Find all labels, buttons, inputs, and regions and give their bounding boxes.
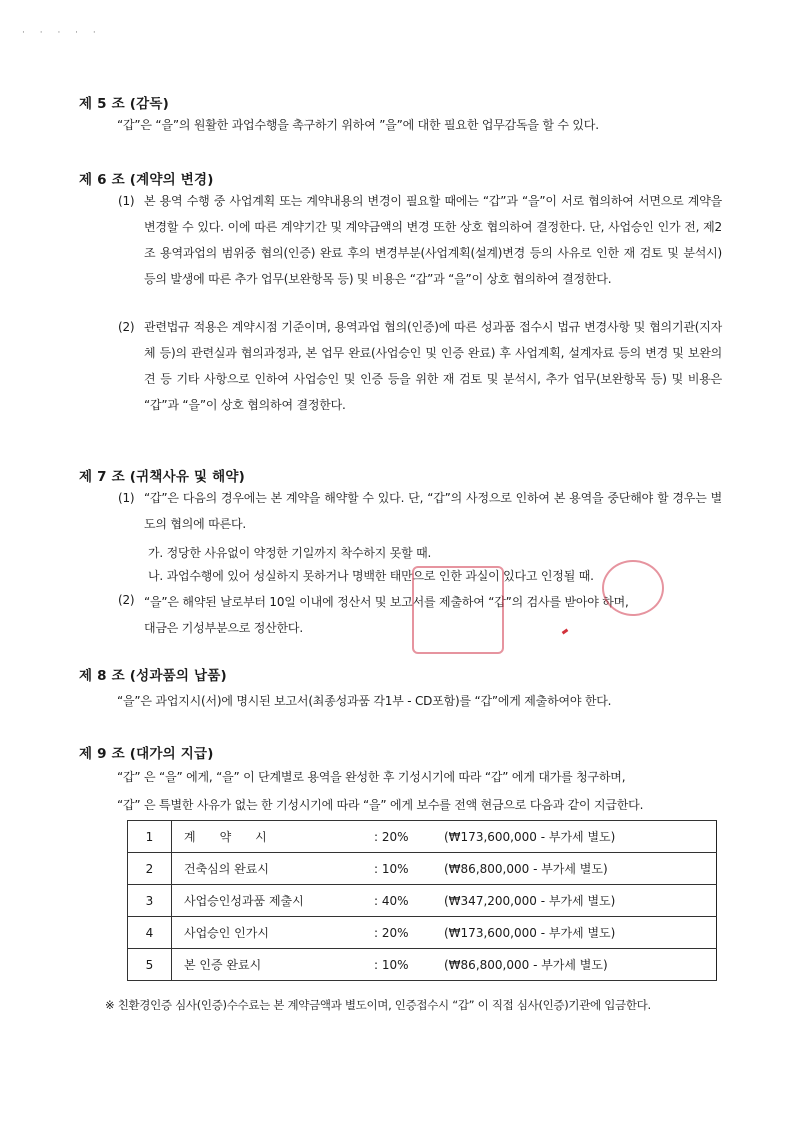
table-row	[128, 853, 717, 885]
payment-stage: 사업승인성과품 제출시	[184, 894, 304, 908]
payment-amount: (₩86,800,000 - 부가세 별도)	[444, 862, 608, 876]
seal-stamp	[412, 566, 504, 654]
table-row	[128, 949, 717, 981]
payment-percent: : 20%	[374, 926, 409, 940]
payment-stage: 건축심의 완료시	[184, 862, 269, 876]
item-text: “갑”은 다음의 경우에는 본 계약을 해약할 수 있다. 단, “갑”의 사정으로 인하여 본 용역을 중단해야 할 경우는 별도의 협의에 따른다.	[144, 491, 722, 531]
article-9-line-2: “갑” 은 특별한 사유가 없는 한 기성시기에 따라 “을” 에게 보수를 전액 현금으로 다음과 같이 지급한다.	[117, 798, 644, 812]
ink-mark	[562, 629, 569, 635]
footnote: ※ 친환경인증 심사(인증)수수료는 본 계약금액과 별도이며, 인증접수시 “갑” 이 직접 심사(인증)기관에 입금한다.	[105, 998, 651, 1012]
payment-schedule-table	[127, 820, 717, 981]
article-7-item-2-number: (2)	[118, 593, 135, 607]
row-number: 1	[128, 821, 172, 853]
table-row	[128, 917, 717, 949]
article-5-title: 제 5 조 (감독)	[79, 96, 169, 112]
payment-percent: : 10%	[374, 958, 409, 972]
payment-percent: : 20%	[374, 830, 409, 844]
payment-amount: (₩347,200,000 - 부가세 별도)	[444, 894, 616, 908]
payment-stage: 사업승인 인가시	[184, 926, 269, 940]
article-7-item-2-line-2: 대금은 기성부분으로 정산한다.	[144, 621, 303, 635]
article-7-sub-2: 나. 과업수행에 있어 성실하지 못하거나 명백한 태만으로 인한 과실이 있다고 인정될 때.	[148, 569, 594, 583]
article-7-title: 제 7 조 (귀책사유 및 해약)	[79, 469, 246, 485]
payment-stage: 본 인증 완료시	[184, 958, 262, 972]
row-number: 2	[128, 853, 172, 885]
article-6-title: 제 6 조 (계약의 변경)	[79, 172, 214, 188]
scan-specks: · · · · ·	[22, 28, 102, 38]
item-number: (2)	[118, 320, 135, 334]
article-7-item-2-line-1: “을”은 해약된 날로부터 10일 이내에 정산서 및 보고서를 제출하여 “갑”의 검사를 받아야 하며,	[144, 595, 629, 609]
row-number: 5	[128, 949, 172, 981]
article-5-body: “갑”은 “을”의 원활한 과업수행을 촉구하기 위하여 ”을”에 대한 필요한 업무감독을 할 수 있다.	[117, 118, 599, 132]
article-8-body: “을”은 과업지시(서)에 명시된 보고서(최종성과품 각1부 - CD포함)를 “갑”에게 제출하여야 한다.	[117, 694, 612, 708]
table-row	[128, 885, 717, 917]
payment-amount: (₩173,600,000 - 부가세 별도)	[444, 830, 616, 844]
article-9-line-1: “갑” 은 “을” 에게, “을” 이 단계별로 용역을 완성한 후 기성시기에 따라 “갑” 에게 대가를 청구하며,	[117, 770, 626, 784]
row-number: 4	[128, 917, 172, 949]
payment-amount: (₩86,800,000 - 부가세 별도)	[444, 958, 608, 972]
item-number: (1)	[118, 194, 135, 208]
payment-amount: (₩173,600,000 - 부가세 별도)	[444, 926, 616, 940]
round-seal-stamp	[602, 560, 664, 616]
payment-percent: : 10%	[374, 862, 409, 876]
payment-stage: 계 약 시	[184, 830, 267, 844]
item-text: 관련법규 적용은 계약시점 기준이며, 용역과업 협의(인증)에 따른 성과품 접수시 법규 변경사항 및 협의기관(지자체 등)의 관련실과 협의과정과, 본 업무 완료(사업승인 및 인증 완료) 후 사업계획, 설계자료 등의 변경 및 보완의견 등 기타 사항으로 인하여 사업승인 및 인증 등을 위한 재 검토 및 분석시, 추가 업무(보완항목 등) 및 비용은 “갑”과 “을”이 상호 협의하여 결정한다.	[144, 320, 722, 412]
payment-percent: : 40%	[374, 894, 409, 908]
article-7-sub-1: 가. 정당한 사유없이 약정한 기일까지 착수하지 못할 때.	[148, 546, 432, 560]
article-8-title: 제 8 조 (성과품의 납품)	[79, 668, 227, 684]
item-number: (1)	[118, 491, 135, 505]
article-9-title: 제 9 조 (대가의 지급)	[79, 746, 214, 762]
item-text: 본 용역 수행 중 사업계획 또는 계약내용의 변경이 필요할 때에는 “갑”과 “을”이 서로 협의하여 서면으로 계약을 변경할 수 있다. 이에 따른 계약기간 및 계약금액의 변경 또한 상호 협의하여 결정한다. 단, 사업승인 인가 전, 제2조 용역과업의 범위중 협의(인증) 완료 후의 변경부분(사업계획(설계)변경 등의 사유로 인한 재 검토 및 분석시) 등의 발생에 따른 추가 업무(보완항목 등) 및 비용은 “갑”과 “을”이 상호 협의하여 결정한다.	[144, 194, 722, 286]
row-number: 3	[128, 885, 172, 917]
table-row	[128, 821, 717, 853]
